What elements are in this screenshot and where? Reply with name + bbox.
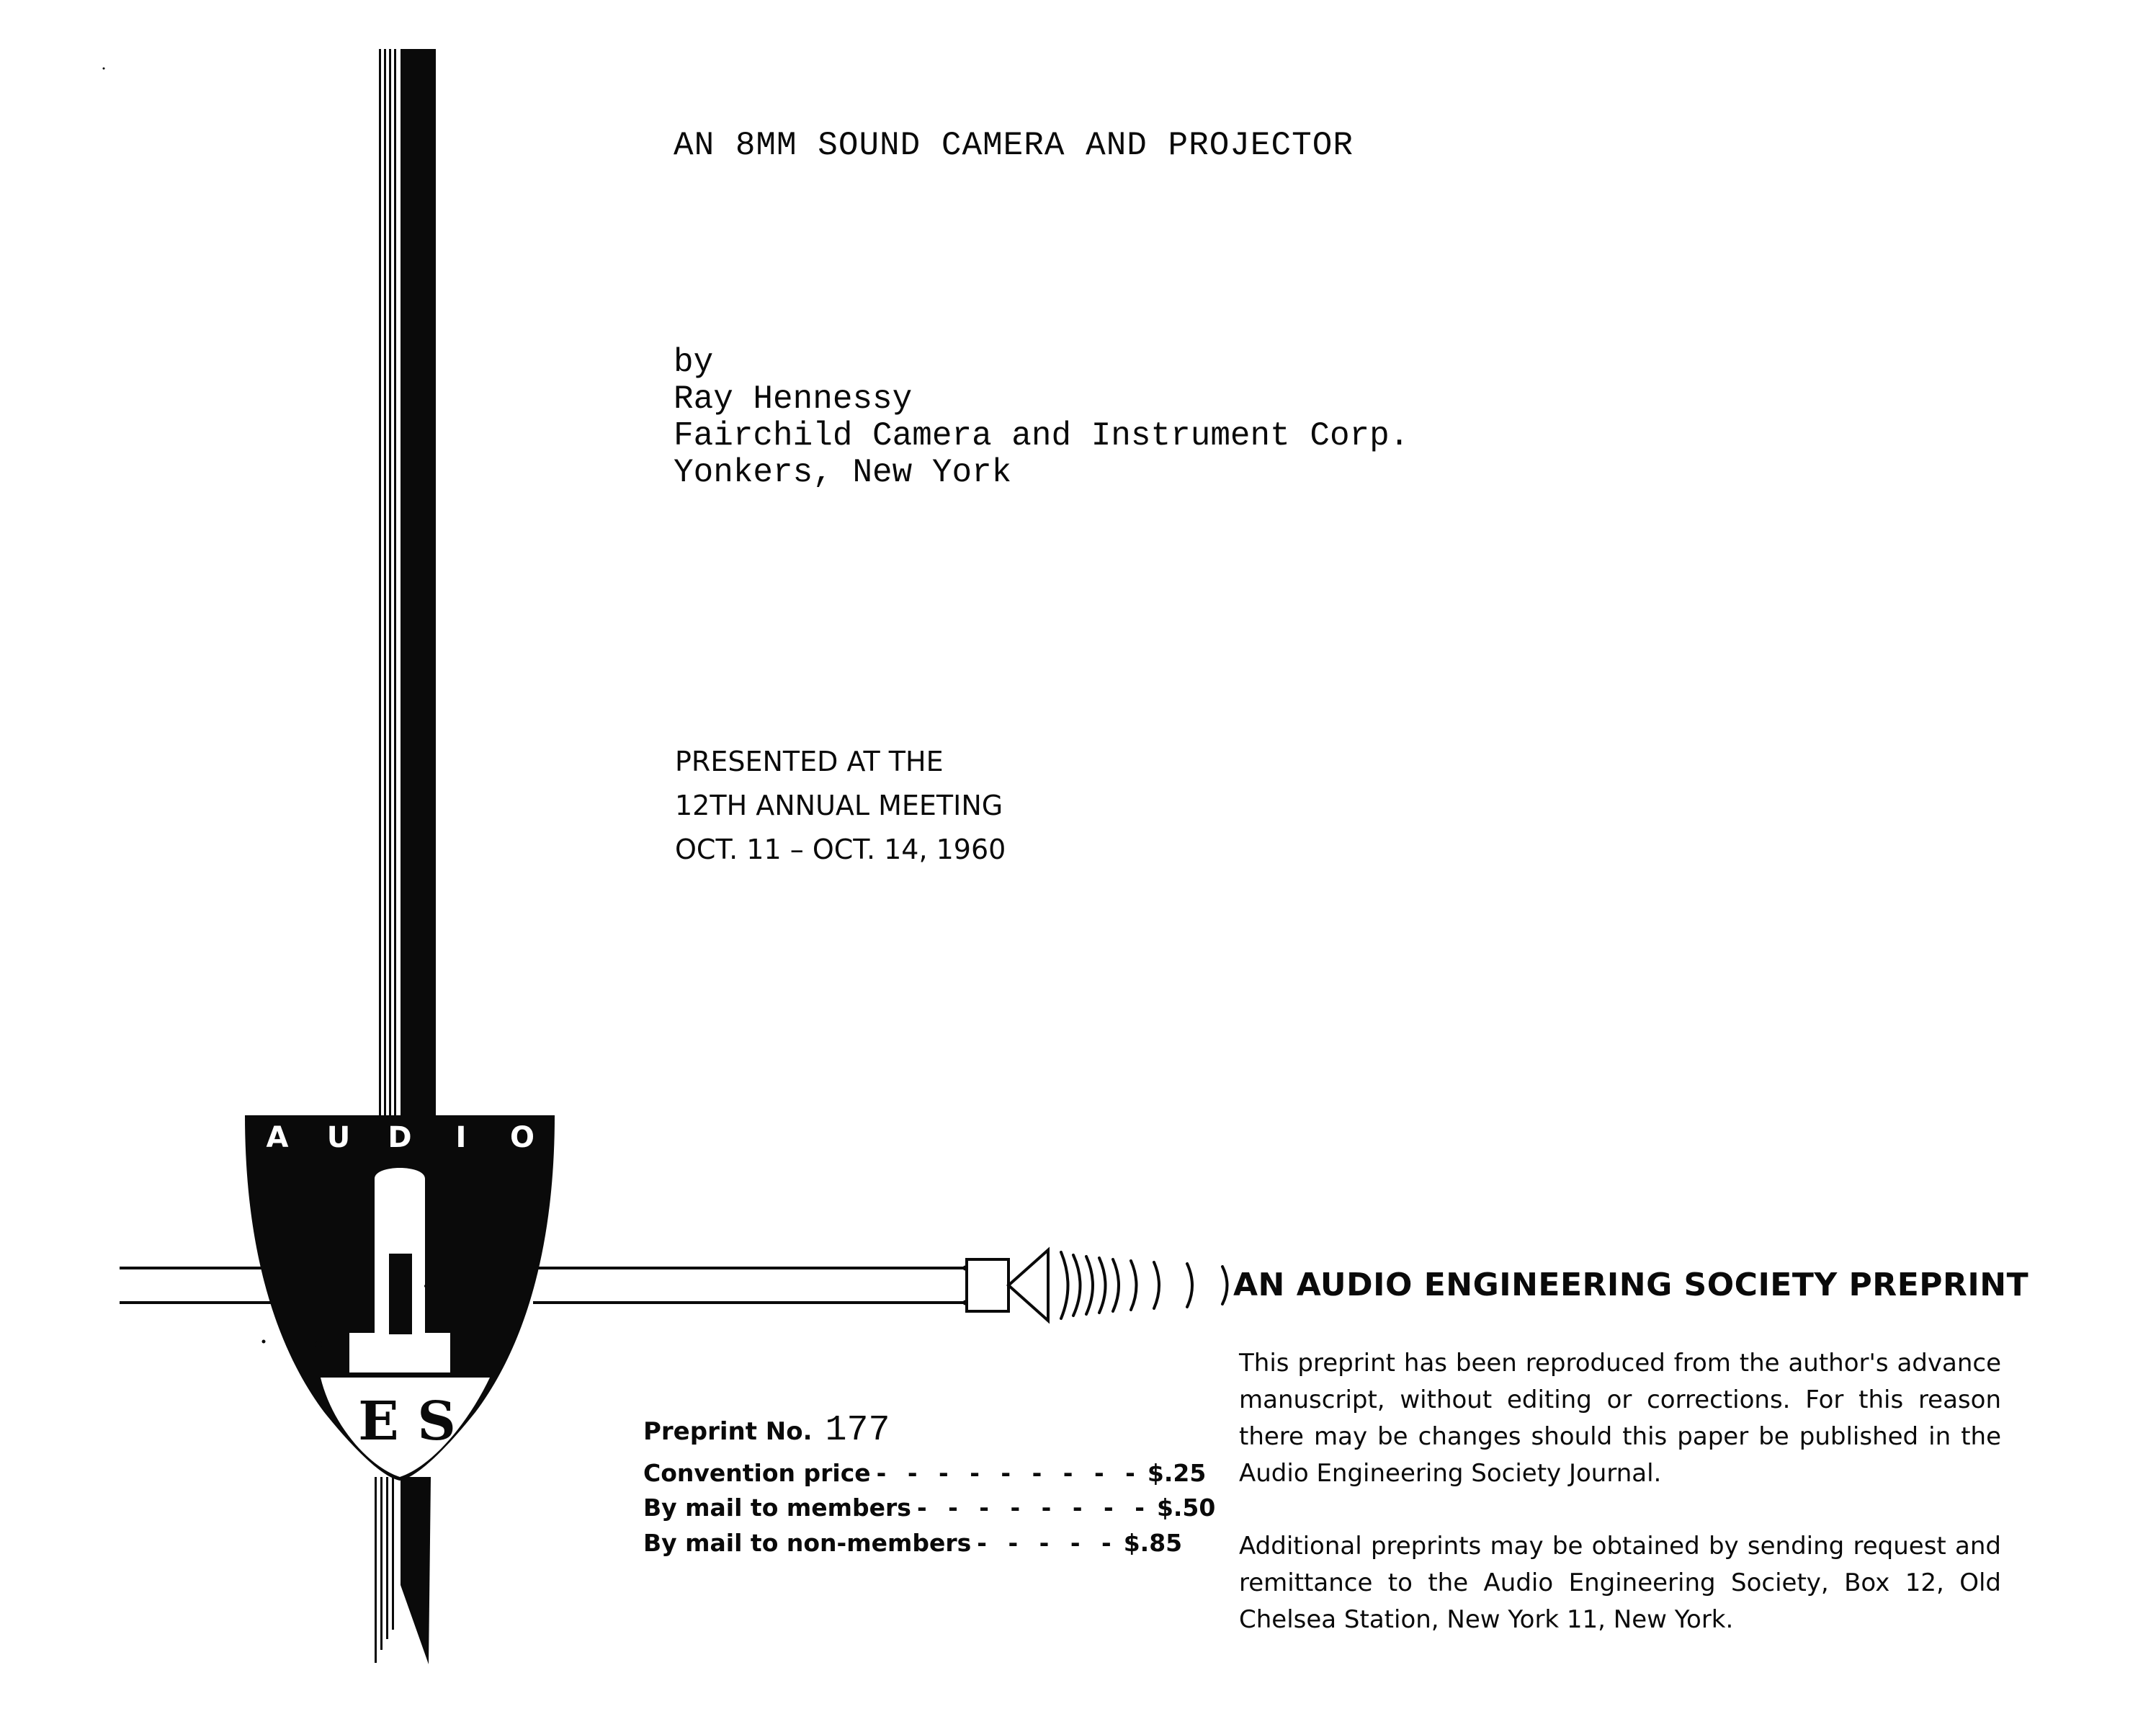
preprint-number-label: Preprint No. xyxy=(643,1417,813,1446)
price-value: $.50 xyxy=(1156,1494,1216,1522)
logo-letter-o: O xyxy=(509,1121,535,1154)
presented-line: 12TH ANNUAL MEETING xyxy=(675,790,1003,821)
presented-block xyxy=(675,740,1006,872)
logo-letter-d: D xyxy=(388,1121,412,1154)
presented-line: PRESENTED AT THE xyxy=(675,746,944,777)
price-row xyxy=(643,1494,1216,1522)
paper-title: AN 8MM SOUND CAMERA AND PROJECTOR xyxy=(674,127,1354,164)
notice-paragraph: This preprint has been reproduced from the author's advance manuscript, without editing or corrections. For this reason there may be changes should this paper be published in the Audio Engineering Society Journal. xyxy=(1239,1349,2001,1488)
horizontal-line xyxy=(120,1267,965,1304)
price-leader: - - - - - - - - - xyxy=(876,1459,1142,1487)
sound-waves-icon xyxy=(1061,1252,1227,1318)
stray-dot xyxy=(424,1285,427,1287)
stray-dot xyxy=(103,68,105,70)
logo-letter-u: U xyxy=(326,1121,351,1154)
presented-line: OCT. 11 – OCT. 14, 1960 xyxy=(675,834,1006,865)
lower-pole xyxy=(375,1477,431,1664)
author-company: Fairchild Camera and Instrument Corp. xyxy=(674,417,1410,455)
author-location: Yonkers, New York xyxy=(674,454,1012,491)
shield xyxy=(245,1115,555,1481)
price-leader: - - - - - - - - xyxy=(916,1494,1151,1522)
byline xyxy=(674,344,1409,491)
logo-initials: E S xyxy=(358,1391,456,1452)
preprint-number-value: 177 xyxy=(825,1410,890,1451)
preprint-number xyxy=(643,1410,890,1451)
preprint-banner: AN AUDIO ENGINEERING SOCIETY PREPRINT xyxy=(1233,1267,2029,1303)
price-label: By mail to non-members xyxy=(643,1529,972,1557)
price-row xyxy=(643,1529,1183,1557)
stray-dot xyxy=(262,1340,266,1344)
logo-letter-i: I xyxy=(455,1121,467,1154)
price-leader: - - - - - xyxy=(977,1529,1118,1557)
price-label: Convention price xyxy=(643,1459,871,1487)
price-label: By mail to members xyxy=(643,1494,911,1522)
byline-by: by xyxy=(674,344,714,381)
notice-paragraph: Additional preprints may be obtained by sending request and remittance to the Audio Engineering Society, Box 12, Old Chelsea Station, New York 11, New York. xyxy=(1239,1532,2001,1634)
author-name: Ray Hennessy xyxy=(674,380,913,418)
vertical-pole xyxy=(379,49,436,1122)
speaker-icon xyxy=(963,1250,1049,1321)
price-value: $.25 xyxy=(1147,1459,1207,1487)
price-row xyxy=(643,1459,1207,1487)
logo-letter-a: A xyxy=(266,1121,289,1154)
price-value: $.85 xyxy=(1123,1529,1183,1557)
